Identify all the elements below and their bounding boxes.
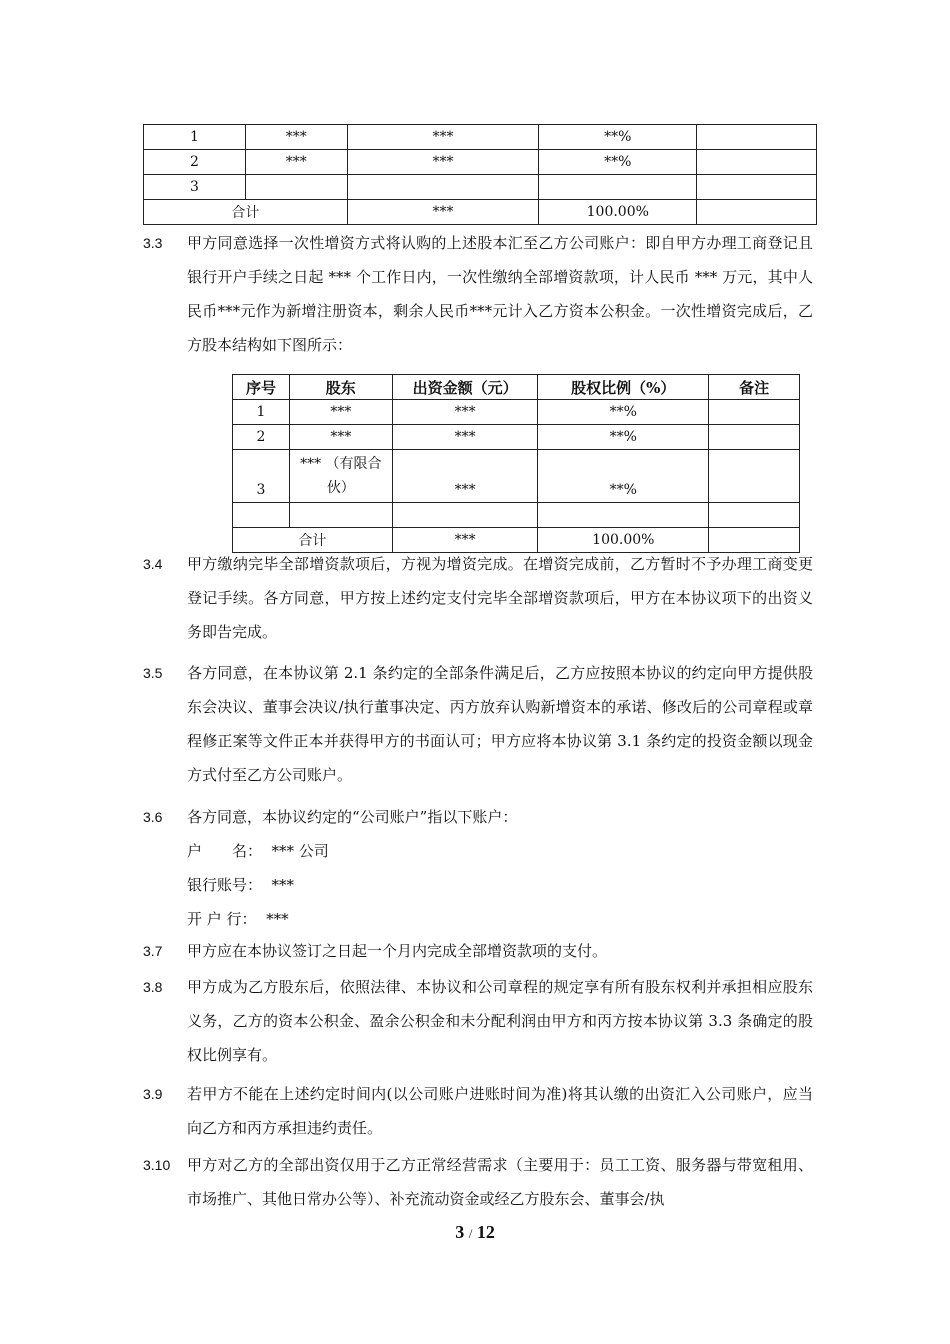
- table-cell: **%: [538, 450, 709, 503]
- table-cell: [392, 503, 538, 528]
- clause-text: 各方同意，在本协议第 2.1 条约定的全部条件满足后，乙方应按照本协议的约定向甲方提供股东会决议、董事会决议/执行董事决定、丙方放弃认购新增资本的承诺、修改后的公司章程或章程修正案等文件正本并获得甲方的书面认可；甲方应将本协议第 3.1 条约定的投资金额以现金方式付至乙方公司账户。: [187, 664, 813, 784]
- table-cell: ***: [347, 150, 539, 175]
- table-cell: 1: [233, 400, 290, 425]
- table-total-row: [144, 200, 817, 225]
- table-cell: [709, 425, 800, 450]
- table-cell: [709, 450, 800, 503]
- table-cell: **%: [539, 125, 697, 150]
- page-separator: /: [468, 1226, 473, 1241]
- table-cell: 合计: [144, 200, 348, 225]
- table-cell: [697, 175, 817, 200]
- table-row: [233, 425, 800, 450]
- clause-3-5: [143, 656, 813, 792]
- clause-number: 3.9: [143, 1086, 163, 1102]
- clause-3-10: [143, 1148, 813, 1216]
- table-cell: [347, 175, 539, 200]
- table-cell: ***: [289, 425, 392, 450]
- table-cell: 2: [144, 150, 246, 175]
- table-cell: **%: [538, 400, 709, 425]
- equity-table-before: [143, 124, 817, 225]
- table-cell: [709, 400, 800, 425]
- table-cell: [245, 175, 347, 200]
- table-cell: 1: [144, 125, 246, 150]
- table-cell: ***: [392, 425, 538, 450]
- table-header: 出资金额（元）: [392, 375, 538, 400]
- clause-text: 甲方成为乙方股东后，依照法律、本协议和公司章程的规定享有所有股东权利并承担相应股东义务，乙方的资本公积金、盈余公积金和未分配利润由甲方和丙方按本协议第 3.3 条确定的股权比例享有。: [187, 978, 813, 1064]
- table-cell: 100.00%: [538, 528, 709, 553]
- clause-number: 3.8: [143, 979, 163, 995]
- clause-text: 甲方应在本协议签订之日起一个月内完成全部增资款项的支付。: [187, 942, 608, 960]
- clause-number: 3.10: [143, 1157, 171, 1173]
- table-cell: ***: [392, 450, 538, 503]
- table-row: [144, 175, 817, 200]
- clause-number: 3.7: [143, 943, 163, 959]
- table-cell: [539, 175, 697, 200]
- table-header: 序号: [233, 375, 290, 400]
- table-cell: 3: [233, 450, 290, 503]
- table-header: 备注: [709, 375, 800, 400]
- table-header: 股东: [289, 375, 392, 400]
- table-cell: [697, 200, 817, 225]
- clause-number: 3.6: [143, 809, 163, 825]
- table-cell: 100.00%: [539, 200, 697, 225]
- clause-3-6: [143, 800, 813, 834]
- table-cell: 2: [233, 425, 290, 450]
- table-cell: ***: [392, 400, 538, 425]
- table-row: [144, 125, 817, 150]
- table-cell: ***: [289, 400, 392, 425]
- table-cell: 合计: [233, 528, 393, 553]
- table-cell: **%: [538, 425, 709, 450]
- table-cell: 3: [144, 175, 246, 200]
- table-cell: [709, 503, 800, 528]
- table-cell: [697, 125, 817, 150]
- account-name: 户 名： *** 公司: [187, 842, 329, 860]
- clause-3-9: [143, 1077, 813, 1145]
- page-total: 12: [476, 1222, 495, 1242]
- table-cell: ***: [245, 150, 347, 175]
- account-number: 银行账号： ***: [187, 876, 295, 894]
- table-row: [233, 450, 800, 503]
- table-row: [233, 503, 800, 528]
- clause-text: 甲方缴纳完毕全部增资款项后，方视为增资完成。在增资完成前，乙方暂时不予办理工商变更登记手续。各方同意，甲方按上述约定支付完毕全部增资款项后，甲方在本协议项下的出资义务即告完成。: [187, 555, 813, 641]
- table-cell: *** （有限合伙）: [289, 450, 392, 503]
- table-cell: ***: [347, 125, 539, 150]
- clause-3-4: [143, 547, 813, 649]
- table-row: [144, 150, 817, 175]
- table-cell: [233, 503, 290, 528]
- clause-3-3: [143, 226, 813, 362]
- table-cell: ***: [245, 125, 347, 150]
- table-cell: **%: [539, 150, 697, 175]
- page-number: 3: [455, 1222, 465, 1242]
- clause-text: 甲方同意选择一次性增资方式将认购的上述股本汇至乙方公司账户：即自甲方办理工商登记且银行开户手续之日起 *** 个工作日内，一次性缴纳全部增资款项，计人民币 *** 万元，其中人民币***元作为新增注册资本，剩余人民币***元计入乙方资本公积金。一次性增资完成后，乙方股本结构如下图所示：: [187, 234, 813, 354]
- clause-number: 3.4: [143, 556, 163, 572]
- clause-number: 3.3: [143, 235, 163, 251]
- clause-number: 3.5: [143, 665, 163, 681]
- account-bank: 开 户 行： ***: [187, 910, 289, 928]
- table-cell: ***: [347, 200, 539, 225]
- clause-3-7: [143, 934, 813, 968]
- page-footer: [0, 1222, 950, 1243]
- table-cell: [538, 503, 709, 528]
- equity-table-after: [232, 374, 800, 553]
- table-header: 股权比例（%）: [538, 375, 709, 400]
- clause-text: 若甲方不能在上述约定时间内(以公司账户进账时间为准)将其认缴的出资汇入公司账户，应当向乙方和丙方承担违约责任。: [187, 1085, 813, 1137]
- table-cell: ***: [392, 528, 538, 553]
- clause-text: 各方同意，本协议约定的“公司账户”指以下账户：: [187, 808, 518, 826]
- clause-text: 甲方对乙方的全部出资仅用于乙方正常经营需求（主要用于：员工工资、服务器与带宽租用、市场推广、其他日常办公等）、补充流动资金或经乙方股东会、董事会/执: [187, 1156, 813, 1208]
- table-row: [233, 400, 800, 425]
- clause-3-8: [143, 970, 813, 1072]
- table-cell: [289, 503, 392, 528]
- table-cell: [697, 150, 817, 175]
- table-header-row: [233, 375, 800, 400]
